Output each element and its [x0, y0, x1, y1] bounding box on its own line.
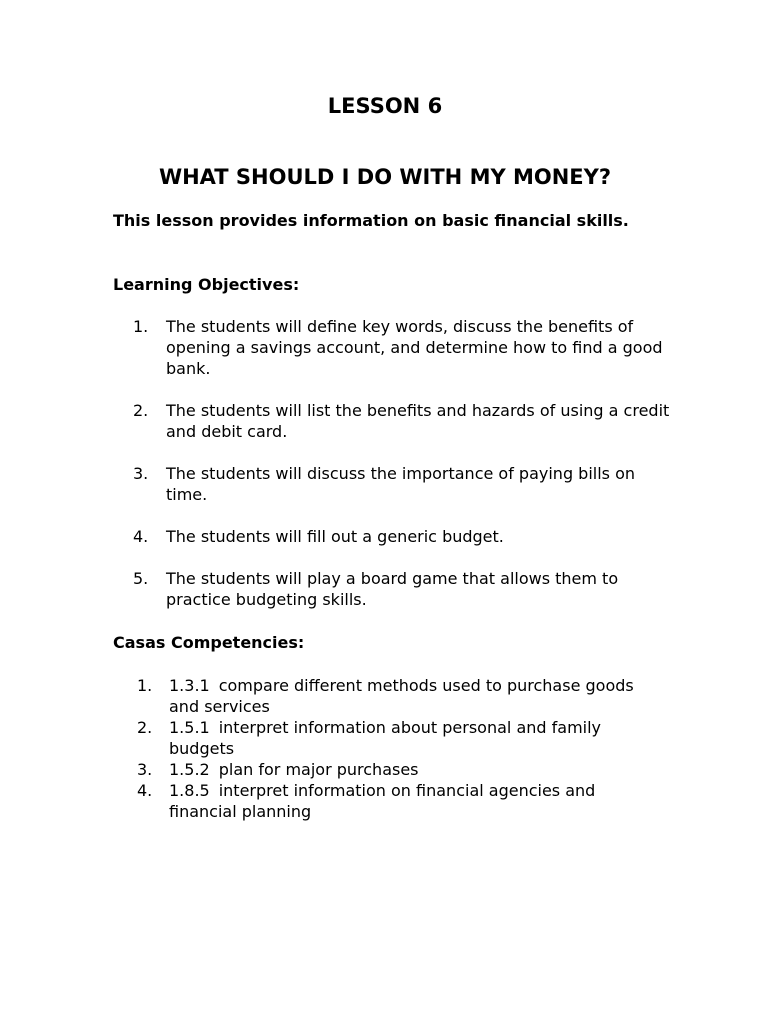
competency-number: 1. [137, 676, 153, 695]
lesson-intro: This lesson provides information on basic financial skills. [113, 211, 629, 230]
competency-number: 2. [137, 718, 153, 737]
objective-number: 2. [133, 401, 149, 420]
objective-item [133, 526, 673, 547]
competency-text: compare different methods used to purchase goods and services [169, 676, 634, 716]
casas-competencies-list [137, 675, 667, 822]
lesson-number: LESSON 6 [327, 94, 443, 118]
competency-code: 1.5.2 [169, 760, 210, 779]
objective-text: The students will play a board game that allows them to practice budgeting skills. [166, 569, 619, 609]
objective-number: 4. [133, 527, 149, 546]
competency-item [137, 675, 667, 717]
objective-item [133, 568, 673, 610]
competency-item [137, 780, 667, 822]
competency-item [137, 717, 667, 759]
competency-code: 1.8.5 [169, 781, 210, 800]
casas-competencies-heading: Casas Competencies: [113, 633, 305, 652]
objective-item [133, 400, 673, 442]
objective-text: The students will discuss the importance of paying bills on time. [166, 464, 636, 504]
objective-text: The students will define key words, discuss the benefits of opening a savings account, and determine how to find a good bank. [166, 317, 663, 378]
objective-text: The students will list the benefits and hazards of using a credit and debit card. [166, 401, 670, 441]
competency-text: interpret information on financial agencies and financial planning [169, 781, 596, 821]
competency-item [137, 759, 667, 780]
competency-code: 1.5.1 [169, 718, 210, 737]
objective-number: 3. [133, 464, 149, 483]
competency-text: plan for major purchases [218, 760, 419, 779]
learning-objectives-heading: Learning Objectives: [113, 275, 300, 294]
lesson-title: WHAT SHOULD I DO WITH MY MONEY? [158, 165, 612, 189]
learning-objectives-list [133, 316, 673, 631]
objective-number: 5. [133, 569, 149, 588]
objective-text: The students will fill out a generic budget. [166, 527, 504, 546]
objective-number: 1. [133, 317, 149, 336]
objective-item [133, 463, 673, 505]
competency-code: 1.3.1 [169, 676, 210, 695]
competency-number: 4. [137, 781, 153, 800]
competency-text: interpret information about personal and family budgets [169, 718, 602, 758]
objective-item [133, 316, 673, 379]
competency-number: 3. [137, 760, 153, 779]
